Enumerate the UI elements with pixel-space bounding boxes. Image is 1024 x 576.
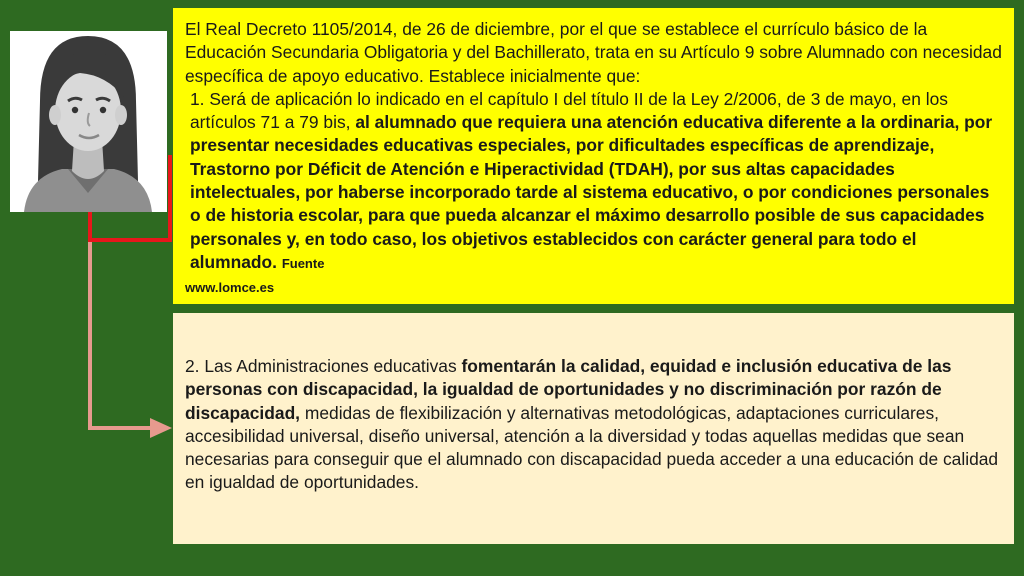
woman-avatar-icon: [10, 31, 167, 212]
source-label: Fuente: [281, 255, 325, 271]
point-1-lead: 1. Será de aplicación lo indicado en el capítulo I del título II de la Ley 2/2006, de 3 de mayo, en los artículos 71 a 79 bis,: [190, 88, 948, 133]
point-2-bold: fomentarán la calidad, equidad e inclusión educativa de las personas con discapacidad, la igualdad de oportunidades y no discriminación por razón de discapacidad,: [185, 356, 952, 423]
arrow-right-icon: [150, 418, 172, 438]
intro-text: El Real Decreto 1105/2014, de 26 de diciembre, por el que se establece el currículo básico de la Educación Secundaria Obligatoria y del Bachillerato, trata en su Artículo 9 sobre Alumnado con necesidad específica de apoyo educativo. Establece inicialmente que:: [185, 19, 1002, 86]
avatar: [10, 31, 167, 212]
source-url: www.lomce.es: [185, 280, 275, 296]
inclusion-box: [173, 313, 1014, 544]
point-2-rest: medidas de flexibilización y alternativas metodológicas, adaptaciones curriculares, accesibilidad universal, diseño universal, atención a la diversidad y todas aquellas medidas que sean necesarias para conseguir que el alumnado con discapacidad pueda acceder a una educación de calidad en igualdad de oportunidades.: [185, 402, 999, 493]
point-2-lead: 2. Las Administraciones educativas: [185, 356, 462, 376]
point-2: [185, 355, 1002, 495]
point-1-bold: al alumnado que requiera una atención educativa diferente a la ordinaria, por presentar necesidades educativas especiales, por dificultades específicas de aprendizaje, Trastorno por Déficit de Atención e Hiperactividad (TDAH), por sus altas capacidades intelectuales, por haberse incorporado tarde al sistema educativo, o por condiciones personales o de historia escolar, para que pueda alcanzar el máximo desarrollo posible de sus capacidades personales y, en todo caso, los objetivos establecidos con carácter general para todo el alumnado.: [190, 112, 993, 272]
point-1: [185, 88, 1002, 275]
pink-connector-line: [90, 242, 156, 428]
decree-box: [173, 8, 1014, 304]
